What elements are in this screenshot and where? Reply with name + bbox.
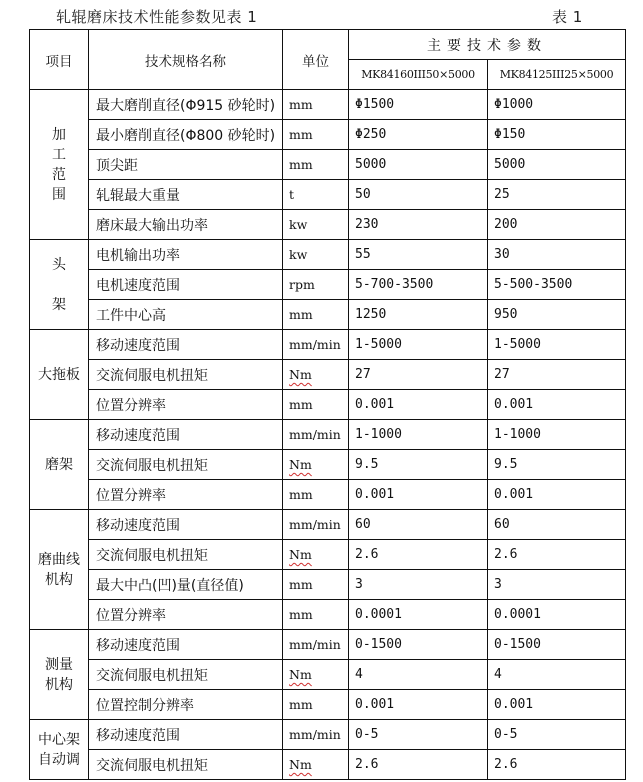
unit-cell: mm xyxy=(283,600,349,630)
unit-cell: mm xyxy=(283,390,349,420)
unit-cell: mm xyxy=(283,90,349,120)
unit-cell: mm xyxy=(283,480,349,510)
value-model-2-cell: 4 xyxy=(488,660,626,690)
group-label: 磨架 xyxy=(30,420,89,510)
table-row xyxy=(30,540,626,570)
unit-cell: mm xyxy=(283,120,349,150)
table-row xyxy=(30,90,626,120)
table-row xyxy=(30,480,626,510)
unit-cell xyxy=(283,750,349,780)
value-model-1-cell: 5-700-3500 xyxy=(349,270,488,300)
value-model-2-cell: 0.0001 xyxy=(488,600,626,630)
value-model-1-cell: 0.001 xyxy=(349,390,488,420)
spec-name-cell: 交流伺服电机扭矩 xyxy=(89,540,283,570)
value-model-1-cell: 1-5000 xyxy=(349,330,488,360)
unit-cell: t xyxy=(283,180,349,210)
unit-cell: kw xyxy=(283,210,349,240)
value-model-1-cell: 2.6 xyxy=(349,540,488,570)
value-model-2-cell: 1-5000 xyxy=(488,330,626,360)
value-model-1-cell: 4 xyxy=(349,660,488,690)
value-model-2-cell: 5-500-3500 xyxy=(488,270,626,300)
value-model-1-cell: 5000 xyxy=(349,150,488,180)
spec-name-cell: 最大中凸(凹)量(直径值) xyxy=(89,570,283,600)
spec-name-cell: 最大磨削直径(Φ915 砂轮时) xyxy=(89,90,283,120)
unit-cell: mm xyxy=(283,570,349,600)
table-row xyxy=(30,420,626,450)
value-model-1-cell: Φ250 xyxy=(349,120,488,150)
unit-cell: mm/min xyxy=(283,630,349,660)
value-model-2-cell: 30 xyxy=(488,240,626,270)
group-label: 大拖板 xyxy=(30,330,89,420)
unit-cell: mm xyxy=(283,150,349,180)
group-label: 测量 机构 xyxy=(30,630,89,720)
spec-name-cell: 位置控制分辨率 xyxy=(89,690,283,720)
table-row xyxy=(30,150,626,180)
table-row xyxy=(30,570,626,600)
table-row xyxy=(30,450,626,480)
value-model-1-cell: 1-1000 xyxy=(349,420,488,450)
table-row xyxy=(30,510,626,540)
table-row xyxy=(30,210,626,240)
header-item: 项目 xyxy=(30,30,89,90)
value-model-2-cell: 2.6 xyxy=(488,540,626,570)
value-model-2-cell: 25 xyxy=(488,180,626,210)
table-row xyxy=(30,240,626,270)
spec-table xyxy=(29,29,626,780)
spec-name-cell: 交流伺服电机扭矩 xyxy=(89,360,283,390)
group-label: 头 架 xyxy=(30,240,89,330)
value-model-2-cell: 0.001 xyxy=(488,480,626,510)
spec-name-cell: 移动速度范围 xyxy=(89,510,283,540)
value-model-2-cell: Φ1000 xyxy=(488,90,626,120)
value-model-1-cell: 1250 xyxy=(349,300,488,330)
table-row xyxy=(30,600,626,630)
spec-name-cell: 电机速度范围 xyxy=(89,270,283,300)
spec-name-cell: 磨床最大输出功率 xyxy=(89,210,283,240)
spec-name-cell: 位置分辨率 xyxy=(89,600,283,630)
unit-cell: mm/min xyxy=(283,510,349,540)
header-main-params: 主要技术参数 xyxy=(349,30,626,60)
spellcheck-underlined-text: Nm xyxy=(289,547,312,562)
value-model-2-cell: 0.001 xyxy=(488,690,626,720)
table-row xyxy=(30,330,626,360)
group-label: 中心架 自动调 xyxy=(30,720,89,780)
spellcheck-underlined-text: Nm xyxy=(289,667,312,682)
header-model-1: MK84160III50×5000 xyxy=(349,60,488,90)
spec-name-cell: 移动速度范围 xyxy=(89,330,283,360)
header-spec-name: 技术规格名称 xyxy=(89,30,283,90)
spec-name-cell: 移动速度范围 xyxy=(89,630,283,660)
unit-cell: mm xyxy=(283,300,349,330)
table-label: 表 1 xyxy=(552,8,583,26)
table-row xyxy=(30,360,626,390)
spec-name-cell: 最小磨削直径(Φ800 砂轮时) xyxy=(89,120,283,150)
unit-cell xyxy=(283,360,349,390)
table-row xyxy=(30,270,626,300)
table-body xyxy=(30,90,626,780)
value-model-2-cell: 5000 xyxy=(488,150,626,180)
unit-cell xyxy=(283,450,349,480)
spec-name-cell: 位置分辨率 xyxy=(89,480,283,510)
table-row xyxy=(30,180,626,210)
spec-name-cell: 移动速度范围 xyxy=(89,420,283,450)
table-row xyxy=(30,390,626,420)
value-model-2-cell: 0.001 xyxy=(488,390,626,420)
value-model-2-cell: 0-5 xyxy=(488,720,626,750)
table-row xyxy=(30,660,626,690)
spellcheck-underlined-text: Nm xyxy=(289,367,312,382)
spec-name-cell: 电机输出功率 xyxy=(89,240,283,270)
header-model-2: MK84125III25×5000 xyxy=(488,60,626,90)
value-model-1-cell: 0.0001 xyxy=(349,600,488,630)
table-row xyxy=(30,300,626,330)
value-model-2-cell: 0-1500 xyxy=(488,630,626,660)
value-model-2-cell: 27 xyxy=(488,360,626,390)
table-row xyxy=(30,690,626,720)
value-model-1-cell: 0.001 xyxy=(349,480,488,510)
value-model-2-cell: 9.5 xyxy=(488,450,626,480)
value-model-2-cell: 3 xyxy=(488,570,626,600)
spec-name-cell: 交流伺服电机扭矩 xyxy=(89,450,283,480)
spec-name-cell: 工件中心高 xyxy=(89,300,283,330)
header-unit: 单位 xyxy=(283,30,349,90)
spec-name-cell: 交流伺服电机扭矩 xyxy=(89,750,283,780)
unit-cell xyxy=(283,660,349,690)
value-model-1-cell: 0.001 xyxy=(349,690,488,720)
spec-name-cell: 位置分辨率 xyxy=(89,390,283,420)
table-title: 轧辊磨床技术性能参数见表 1 xyxy=(56,8,258,26)
spec-name-cell: 移动速度范围 xyxy=(89,720,283,750)
group-label: 磨曲线 机构 xyxy=(30,510,89,630)
value-model-1-cell: 27 xyxy=(349,360,488,390)
table-row xyxy=(30,120,626,150)
table-row xyxy=(30,750,626,780)
spec-name-cell: 顶尖距 xyxy=(89,150,283,180)
value-model-2-cell: 1-1000 xyxy=(488,420,626,450)
value-model-2-cell: 950 xyxy=(488,300,626,330)
value-model-2-cell: 2.6 xyxy=(488,750,626,780)
value-model-1-cell: 9.5 xyxy=(349,450,488,480)
value-model-2-cell: 200 xyxy=(488,210,626,240)
value-model-2-cell: 60 xyxy=(488,510,626,540)
value-model-1-cell: 0-1500 xyxy=(349,630,488,660)
value-model-1-cell: 2.6 xyxy=(349,750,488,780)
value-model-1-cell: 3 xyxy=(349,570,488,600)
unit-cell xyxy=(283,540,349,570)
group-label: 加 工 范 围 xyxy=(30,90,89,240)
value-model-2-cell: Φ150 xyxy=(488,120,626,150)
value-model-1-cell: 55 xyxy=(349,240,488,270)
unit-cell: rpm xyxy=(283,270,349,300)
spec-name-cell: 交流伺服电机扭矩 xyxy=(89,660,283,690)
value-model-1-cell: 60 xyxy=(349,510,488,540)
value-model-1-cell: 50 xyxy=(349,180,488,210)
unit-cell: mm/min xyxy=(283,330,349,360)
value-model-1-cell: 230 xyxy=(349,210,488,240)
unit-cell: mm/min xyxy=(283,720,349,750)
unit-cell: mm xyxy=(283,690,349,720)
spellcheck-underlined-text: Nm xyxy=(289,757,312,772)
spellcheck-underlined-text: Nm xyxy=(289,457,312,472)
unit-cell: kw xyxy=(283,240,349,270)
value-model-1-cell: 0-5 xyxy=(349,720,488,750)
value-model-1-cell: Φ1500 xyxy=(349,90,488,120)
table-row xyxy=(30,720,626,750)
table-row xyxy=(30,630,626,660)
spec-name-cell: 轧辊最大重量 xyxy=(89,180,283,210)
unit-cell: mm/min xyxy=(283,420,349,450)
